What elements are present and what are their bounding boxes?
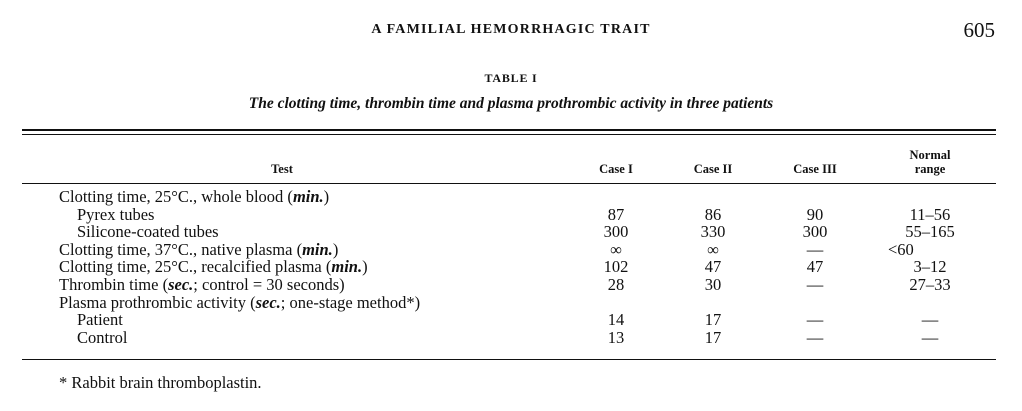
cell-case-1: 14 <box>607 310 625 330</box>
cell-case-3: — <box>806 327 824 347</box>
table-row <box>0 329 1022 347</box>
running-head-title: A FAMILIAL HEMORRHAGIC TRAIT <box>371 22 651 37</box>
cell-case-1: 13 <box>607 327 625 347</box>
cell-normal-range: 55–165 <box>905 222 955 242</box>
cell-normal-range: <60 <box>888 239 914 259</box>
table-label: TABLE I <box>484 71 538 85</box>
cell-normal-range: 27–33 <box>909 274 951 294</box>
cell-normal-range: — <box>921 327 939 347</box>
cell-case-1: 87 <box>607 204 625 224</box>
table-row <box>0 258 1022 276</box>
table-row <box>0 206 1022 224</box>
cell-test: Control <box>77 327 128 347</box>
table-footnote: * Rabbit brain thromboplastin. <box>59 373 262 392</box>
cell-test: Clotting time, 25°C., whole blood (min.) <box>59 187 330 206</box>
table-bottom-rule <box>22 359 996 360</box>
column-header-case-2: Case II <box>693 162 733 176</box>
table-row <box>0 311 1022 329</box>
cell-test: Clotting time, 25°C., recalcified plasma (min.) <box>59 257 368 277</box>
cell-test: Silicone-coated tubes <box>77 222 219 242</box>
cell-case-1: 102 <box>603 257 629 277</box>
column-header-test: Test <box>271 162 293 176</box>
cell-normal-range: 3–12 <box>913 257 947 277</box>
column-header-case-3: Case III <box>793 162 837 176</box>
cell-test: Clotting time, 37°C., native plasma (min.) <box>59 239 339 259</box>
cell-test: Patient <box>77 310 123 330</box>
table-row <box>0 223 1022 241</box>
cell-case-1: 28 <box>607 274 625 294</box>
column-header-normal-line-2: range <box>914 162 946 176</box>
cell-case-2: ∞ <box>707 239 719 259</box>
cell-case-2: 30 <box>704 274 722 294</box>
cell-test: Plasma prothrombic activity (sec.; one-stage method*) <box>59 292 421 312</box>
table-header-rule <box>22 183 996 184</box>
page-number: 605 <box>963 18 995 42</box>
cell-case-1: 300 <box>603 222 629 242</box>
cell-normal-range: — <box>921 310 939 330</box>
cell-case-3: — <box>806 310 824 330</box>
cell-case-3: — <box>806 239 824 259</box>
column-header-case-1: Case I <box>599 162 633 176</box>
cell-test: Thrombin time (sec.; control = 30 seconds) <box>59 274 345 294</box>
cell-case-2: 47 <box>704 257 722 277</box>
table-top-rule <box>22 129 996 131</box>
table-row <box>0 188 1022 206</box>
cell-case-2: 17 <box>704 310 722 330</box>
table-caption: The clotting time, thrombin time and plasma prothrombic activity in three patients <box>248 95 774 112</box>
table-row <box>0 294 1022 312</box>
cell-case-3: — <box>806 274 824 294</box>
cell-case-1: ∞ <box>610 239 622 259</box>
table-row <box>0 276 1022 294</box>
cell-case-2: 330 <box>700 222 726 242</box>
cell-case-3: 90 <box>806 204 824 224</box>
cell-normal-range: 11–56 <box>909 204 951 224</box>
cell-case-3: 47 <box>806 257 824 277</box>
table-body <box>0 188 1022 346</box>
cell-case-2: 17 <box>704 327 722 347</box>
table-row <box>0 241 1022 259</box>
column-header-normal-range <box>880 148 980 176</box>
column-header-normal-line-1: Normal <box>909 148 951 162</box>
cell-test: Pyrex tubes <box>77 204 155 224</box>
table-top-rule-thin <box>22 134 996 135</box>
cell-case-3: 300 <box>802 222 828 242</box>
cell-case-2: 86 <box>704 204 722 224</box>
